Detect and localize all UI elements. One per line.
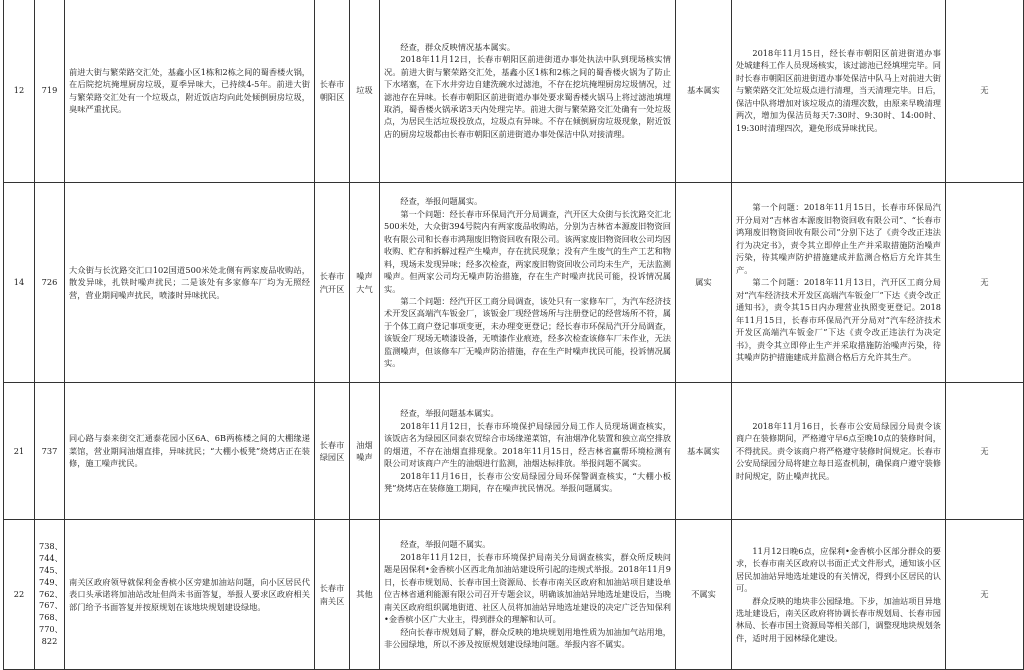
table-row [4, 520, 1024, 670]
findings-paragraph: 经查，举报问题基本属实。 [384, 407, 671, 419]
district: 长春市朝阳区 [315, 0, 350, 183]
complaint-id: 770、 [39, 624, 60, 636]
accountability: 无 [946, 183, 1024, 383]
findings-paragraph: 2018年11月12日，长春市朝阳区前进街道办事处执法中队到现场核实情况。前进大街与繁荣路交汇处，基鑫小区1栋和2栋之间的蜀香楼火锅为了防止下水堵塞，在下水井旁边自建洗碗水过滤池，不存在挖坑掩埋厨房垃圾情况，过滤池存在异味。长春市朝阳区前进街道办事处要求蜀香楼火锅马上将过滤池填埋取消，蜀香楼火锅承诺3天内处理完毕。前进大街与繁荣路交汇处确有一处垃圾点，为居民生活垃圾投放点，垃圾点有异味。不存在倾倒厨房垃圾现象，附近饭店的厨房垃圾都由长春市朝阳区前进街道办事处保洁中队对接清理。 [384, 53, 671, 140]
table-row [4, 383, 1024, 520]
district: 长春市绿园区 [315, 383, 350, 520]
complaint-id: 749、 [39, 577, 60, 589]
investigation-findings [380, 0, 676, 183]
findings-paragraph: 2018年11月12日，长春市环境保护局绿园分局工作人员现场调查核实，该饭店名为绿园区同泰农贸综合市场缘递菜馆，有油烟净化装置和独立高空排放的烟道，不存在油烟直排现象。2018年11月15日，经吉林省赢帮环境检测有限公司对该商户产生的油烟进行监测，油烟达标排放。举报问题不属实。 [384, 420, 671, 470]
complaint-content [65, 0, 315, 183]
findings-paragraph: 2018年11月16日，长春市公安局绿园分局环保警调查核实，“大棚小板凳”烧烤店在装修施工期间，存在噪声扰民情况。举报问题属实。 [384, 470, 671, 495]
findings-paragraph: 经查，举报问题不属实。 [384, 538, 671, 550]
findings-paragraph: 经向长春市规划局了解，群众反映的地块规划用地性质为加油加气站用地，非公园绿地，所以不涉及按原规划建设绿地问题。举报内容不属实。 [384, 626, 671, 651]
complaint-id: 738、 [39, 541, 60, 553]
row-number: 22 [4, 520, 35, 670]
complaint-id: 822 [39, 636, 60, 648]
rectification-paragraph: 群众反映的地块非公园绿地。下步，加油站项目异地选址建设后，南关区政府将协调长春市规划局、长春市园林局、长春市国土资源局等相关部门，调整现地块规划条件，适时用于园林绿化建设。 [736, 595, 941, 645]
complaint-text: 同心路与泰来街交汇通泰花园小区6A、6B两栋楼之间的大棚缘递菜馆，营业期间油烟直排，异味扰民；“大棚小板凳”烧烤店正在装修，施工噪声扰民。 [69, 432, 310, 469]
accountability: 无 [946, 383, 1024, 520]
findings-paragraph: 经查，举报问题属实。 [384, 195, 671, 207]
pollution-type: 其他 [350, 520, 380, 670]
table-row [4, 0, 1024, 183]
rectification [732, 520, 946, 670]
row-number: 14 [4, 183, 35, 383]
pollution-type: 噪声大气 [350, 183, 380, 383]
findings-paragraph: 经查，群众反映情况基本属实。 [384, 41, 671, 53]
rectification [732, 183, 946, 383]
rectification [732, 0, 946, 183]
rectification-paragraph: 第二个问题：2018年11月13日，汽开区工商分局对“汽车经济技术开发区高端汽车钣金厂”下达《责令改正通知书》，责令其15日内办理营业执照变更登记。2018年11月15日，长春市环保局汽开分局对“汽车经济技术开发区高端汽车钣金厂”下达《责令改正违法行为决定书》，责令其立即停止生产并采取措施防治噪声污染，待其噪声防护措施建成并监测合格后方允许其生产。 [736, 276, 941, 363]
complaint-text: 大众街与长沈路交汇口102国道500米处北侧有两家废品收购站，散发异味，扎铁时噪声扰民；二是该处有多家修车厂均为无照经营，营业期间噪声扰民，喷漆时异味扰民。 [69, 264, 310, 301]
accountability: 无 [946, 0, 1024, 183]
complaint-table [3, 0, 1024, 670]
rectification-paragraph: 2018年11月16日，长春市公安局绿园分局责令该商户在装修期间，严格遵守早6点至晚10点的装修时间，不得扰民。责令该商户将严格遵守装修时间规定。长春市公安局绿园分局将建立每日巡查机制，确保商户遵守装修时间规定，防止噪声扰民。 [736, 420, 941, 482]
complaint-content [65, 520, 315, 670]
findings-paragraph: 2018年11月12日，长春市环境保护局南关分局调查核实，群众所反映问题是因保利•金香槟小区西北角加油站建设所引起的违规式举报。2018年11月9日，长春市规划局、长春市国土资源局、长春市南关区政府和加油站项目建设单位吉林省通利能源有限公司召开专题会议，明确该加油站异地选址建设后，当晚南关区政府组织属地街道、社区人员将加油站异地选址建设的决定广泛告知保利•金香槟小区广大业主，得到群众的理解和认可。 [384, 551, 671, 626]
complaint-id: 744、 [39, 553, 60, 565]
complaint-id: 719 [35, 0, 65, 183]
verdict: 不属实 [676, 520, 732, 670]
pollution-type: 油烟噪声 [350, 383, 380, 520]
rectification-paragraph: 11月12日晚6点，应保利•金香槟小区部分群众的要求，长春市南关区政府以书面正式文件形式，通知该小区居民加油站异地选址建设的有关情况，得到小区居民的认可。 [736, 545, 941, 595]
complaint-id: 767、 [39, 600, 60, 612]
findings-paragraph: 第一个问题：经长春市环保局汽开分局调查，汽开区大众街与长沈路交汇北500米处，大众街394号院内有两家废品收购站，分别为吉林省本源废旧物资回收有限公司和长春市鸿翔废旧物资回收有限公司。该两家废旧物资回收公司均因收购、贮存和拆解过程产生噪声，存在扰民现象；没有产生废气的生产工艺和物料，现场未发现异味；经多次检查，两家废旧物资回收公司均未生产，无法监测噪声。但两家公司均无噪声防治措施，存在生产时噪声扰民可能，投诉情况属实。 [384, 208, 671, 295]
complaint-id: 726 [35, 183, 65, 383]
investigation-findings [380, 520, 676, 670]
rectification-paragraph: 2018年11月15日，经长春市朝阳区前进街道办事处城建科工作人员现场核实，该过滤池已经填埋完毕。同时长春市朝阳区前进街道办事处保洁中队马上对前进大街与繁荣路交汇处垃圾点进行清理，当天清理完毕。日后，保洁中队将增加对该垃圾点的清理次数，由原来早晚清理两次，增加为保洁员每天7:30时、9:30时、14:00时、19:30时清理四次，避免形成异味扰民。 [736, 47, 941, 134]
complaint-id: 737 [35, 383, 65, 520]
district: 长春市汽开区 [315, 183, 350, 383]
verdict: 属实 [676, 183, 732, 383]
complaint-content [65, 183, 315, 383]
investigation-findings [380, 383, 676, 520]
accountability: 无 [946, 520, 1024, 670]
findings-paragraph: 第二个问题：经汽开区工商分局调查，该处只有一家修车厂，为汽车经济技术开发区高端汽车钣金厂，该钣金厂现经营场所与注册登记的经营场所不符，属于个体工商户登记事项变更，未办理变更登记；经长春市环保局汽开分局调查，该钣金厂现场无喷漆设备，无喷漆作业痕迹，经多次检查该修车厂未作业，无法监测噪声，但该修车厂无噪声防治措施，存在生产时噪声扰民可能，投诉情况属实。 [384, 295, 671, 370]
district: 长春市南关区 [315, 520, 350, 670]
complaint-id: 745、 [39, 565, 60, 577]
verdict: 基本属实 [676, 383, 732, 520]
pollution-type: 垃圾 [350, 0, 380, 183]
row-number: 12 [4, 0, 35, 183]
row-number: 21 [4, 383, 35, 520]
complaint-ids [35, 520, 65, 670]
verdict: 基本属实 [676, 0, 732, 183]
complaint-text: 前进大街与繁荣路交汇处，基鑫小区1栋和2栋之间的蜀香楼火锅，在后院挖坑掩埋厨房垃圾，夏季异味大，已持续4-5年。前进大街与繁荣路交汇处有一个垃圾点，附近饭店均向此处倾倒厨房垃圾，臭味严重扰民。 [69, 66, 310, 116]
complaint-id: 768、 [39, 612, 60, 624]
complaint-content [65, 383, 315, 520]
table-row [4, 183, 1024, 383]
complaint-text: 南关区政府领导就保利金香槟小区旁建加油站问题，向小区居民代表口头承诺将加油站改址但尚未书面答复，举报人要求区政府相关部门给予书面答复并按原规划在该地块规划建设绿地。 [69, 576, 310, 613]
rectification-paragraph: 第一个问题：2018年11月15日，长春市环保局汽开分局对“吉林省本源废旧物资回收有限公司”、“长春市鸿翔废旧物资回收有限公司”分别下达了《责令改正违法行为决定书》，责令其立即停止生产并采取措施防治噪声污染，待其噪声防护措施建成并监测合格后方允许其生产。 [736, 201, 941, 276]
investigation-findings [380, 183, 676, 383]
complaint-id: 762、 [39, 589, 60, 601]
rectification [732, 383, 946, 520]
